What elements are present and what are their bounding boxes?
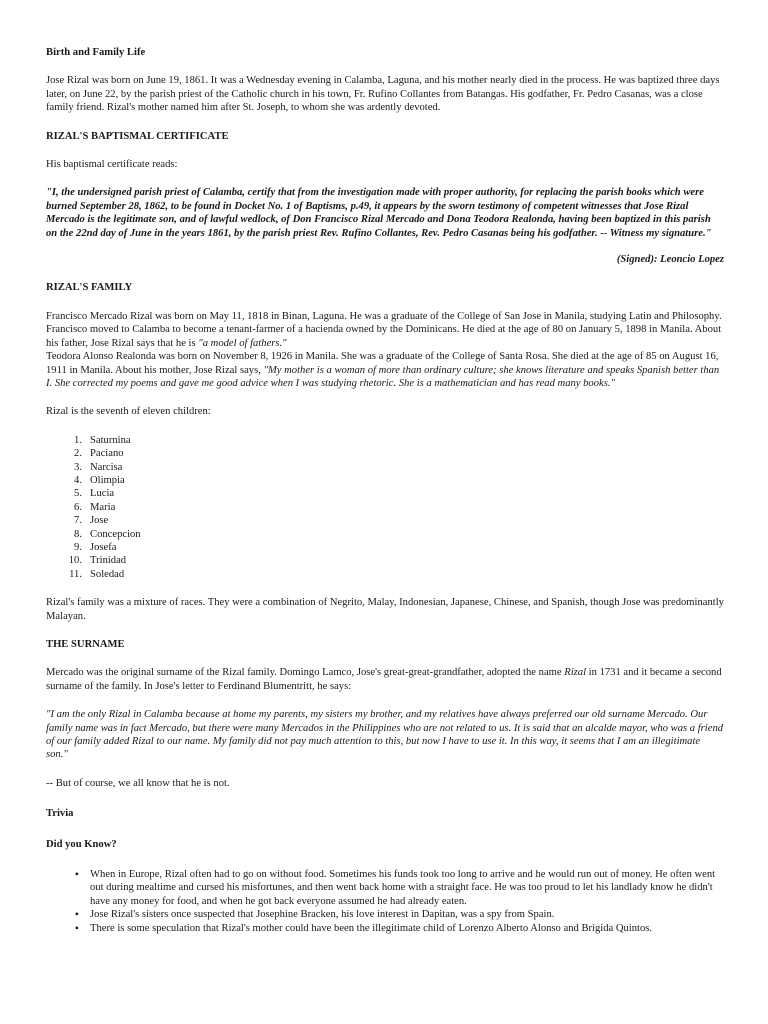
list-item [46,528,724,541]
list-item [46,487,724,500]
list-item [46,474,724,487]
parents-paragraph [46,310,724,390]
bullet-icon: • [74,867,79,882]
list-number: 1. [74,434,82,446]
quote-rizal-2: Rizal [131,736,154,748]
certificate-signature: (Signed): Leoncio Lopez [616,254,724,266]
children-list [46,434,724,581]
father-quote: "a model of fathers." [198,337,287,349]
list-number: 8. [74,528,82,540]
child-name: Maria [90,501,116,513]
races-paragraph: Rizal's family was a mixture of races. They were a combination of Negrito, Malay, Indonesian, Japanese, Chinese, and Spanish, though Jose was predominantly Malayan. [46,597,724,622]
list-item [46,568,724,581]
certificate-quote: "I, the undersigned parish priest of Calamba, certify that from the investigation made with proper authority, for replacing the parish books which were burned September 28, 1862, to be found in Docket No. 1 of Baptisms, p.49, it appears by the sworn testimony of competent witnesses that Jose Rizal Mercado is the legitimate son, and of lawful wedlock, of Don Francisco Rizal Mercado and Dona Teodora Realonda, having been baptized in this parish on the 22nd day of June in the years 1861, by the parish priest Rev. Rufino Collantes, Rev. Pedro Casanas being his godfather. -- Witness my signature." [46,187,712,239]
bullet-icon: • [74,907,79,922]
section-heading-birth: Birth and Family Life [46,47,146,58]
surname-text-a: Mercado was the original surname of the Rizal family. Domingo Lamco, Jose's great-great-grandfather, adopted the name [46,667,565,679]
child-name: Josefa [90,541,117,553]
list-item [46,868,724,908]
list-number: 4. [74,474,82,486]
quote-part-b: in Calamba because at home my parents, my sisters my brother, and my relatives have always preferred our old surname Mercado. Our family name was in fact Mercado, but there were many Mercados in the Philippines who are not related to us. It is said that an alcalde mayor, who was a friend of our family added [46,709,724,748]
child-name: Concepcion [90,528,141,540]
seventh-child-text: Rizal is the seventh of eleven children: [46,406,211,418]
section-heading-trivia: Trivia [46,808,74,820]
child-name: Soledad [90,568,125,580]
child-name: Olimpia [90,474,125,486]
trivia-text: When in Europe, Rizal often had to go on without food. Sometimes his funds took too long to arrive and he would run out of money. He often went out during mealtime and cursed his misfortunes, and then went back home with a straight face. He was too proud to let his landlady know he didn't have any money for food, and when he got back everyone assumed he had already eaten. [90,869,716,907]
did-you-know-heading: Did you Know? [46,838,117,850]
trivia-text: Jose Rizal's sisters once suspected that Josephine Bracken, his love interest in Dapitan, was a spy from Spain. [90,909,555,921]
quote-part-c: to our name. My family did not pay much attention to this, but now I have to use it. In this way, it seems that I am an illegitimate son." [46,736,701,761]
list-item [46,554,724,567]
child-name: Trinidad [90,555,127,567]
mother-quote: "My mother is a woman of more than ordinary culture; she knows literature and speaks Spanish better than I. She corrected my poems and gave me good advice when I was studying rhetoric. She is a mathematician and has read many books." [46,364,720,389]
list-number: 7. [74,515,82,527]
list-number: 10. [68,555,82,567]
child-name: Narcisa [90,461,123,473]
list-item [46,501,724,514]
quote-part-a: "I am the only [46,709,109,721]
list-number: 9. [74,541,82,553]
list-number: 11. [69,568,82,580]
child-name: Saturnina [90,434,131,446]
child-name: Lucia [90,488,115,500]
list-number: 3. [74,461,82,473]
surname-emphasis: Rizal [564,667,587,679]
father-text: Francisco Mercado Rizal was born on May 11, 1818 in Binan, Laguna. He was a graduate of the College of San Jose in Manila, studying Latin and Philosophy. Francisco moved to Calamba to become a tenant-farmer of a hacienda owned by the Dominicans. He died at the age of 80 on January 5, 1898 in Manila. About his father, Jose Rizal says that he is [46,310,722,349]
trivia-list [46,868,724,935]
list-number: 2. [74,448,82,460]
list-item [46,447,724,460]
section-heading-certificate: RIZAL'S BAPTISMAL CERTIFICATE [46,130,229,142]
blumentritt-letter-quote [46,708,724,762]
quote-rizal-1: Rizal [108,709,131,721]
list-number: 6. [74,501,82,513]
surname-aside: -- But of course, we all know that he is not. [46,777,230,789]
surname-paragraph [46,666,724,693]
list-item [46,434,724,447]
bullet-icon: • [74,920,79,935]
trivia-text: There is some speculation that Rizal's mother could have been the illegitimate child of Lorenzo Alberto Alonso and Brigida Quintos. [90,922,653,934]
child-name: Jose [90,515,109,527]
birth-paragraph: Jose Rizal was born on June 19, 1861. It was a Wednesday evening in Calamba, Laguna, and his mother nearly died in the process. He was baptized three days later, on June 22, by the parish priest of the Catholic church in his town, Fr. Rufino Collantes from Batangas. His godfather, Fr. Pedro Casanas, was a close family friend. Rizal's mother named him after St. Joseph, to whom she was ardently devoted. [46,75,720,114]
certificate-intro: His baptismal certificate reads: [46,159,178,171]
list-item [46,541,724,554]
list-item [46,908,724,921]
section-heading-surname: THE SURNAME [46,639,125,650]
mother-text: Teodora Alonso Realonda was born on November 8, 1926 in Manila. She was a graduate of the College of Santa Rosa. She died at the age of 85 on August 16, 1911 in Manila. About his mother, Jose Rizal says, [46,351,719,376]
section-heading-family: RIZAL'S FAMILY [46,282,133,294]
list-item [46,514,724,527]
list-item [46,922,724,935]
child-name: Paciano [90,448,124,460]
list-item [46,461,724,474]
document-page [46,46,724,935]
surname-text-b: in 1731 and it became a second surname of the family. In Jose's letter to Ferdinand Blumentritt, he says: [46,667,722,692]
list-number: 5. [74,488,82,500]
